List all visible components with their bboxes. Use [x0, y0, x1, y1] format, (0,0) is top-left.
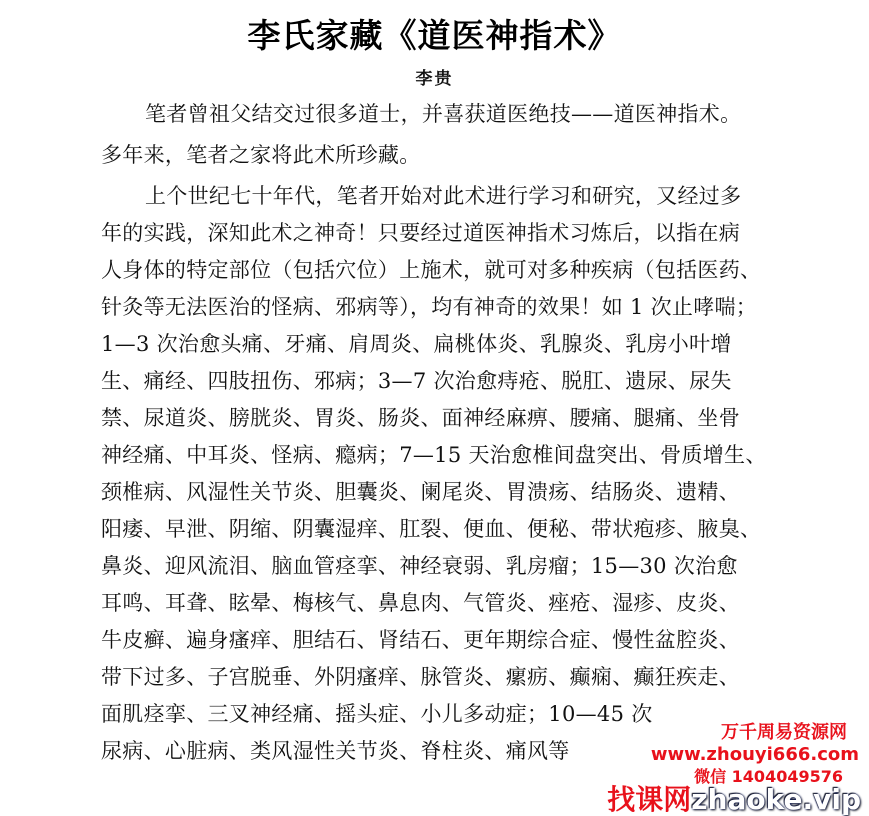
text-line: 鼻炎、迎风流泪、脑血管痉挛、神经衰弱、乳房瘤；15—30 次治愈 — [101, 554, 738, 578]
text-line: 笔者曾祖父结交过很多道士，并喜获道医绝技——道医神指术。 — [145, 102, 742, 126]
text-line: 1—3 次治愈头痛、牙痛、肩周炎、扁桃体炎、乳腺炎、乳房小叶增 — [101, 332, 732, 356]
document-title: 李氏家藏《道医神指术》 — [247, 16, 622, 55]
text-line: 尿病、心脏病、类风湿性关节炎、脊柱炎、痛风等 — [101, 739, 570, 763]
watermark-url: www.zhouyi666.com — [650, 744, 859, 765]
text-line: 神经痛、中耳炎、怪病、瘾病；7—15 天治愈椎间盘突出、骨质增生、 — [101, 443, 767, 467]
watermark-logo — [607, 783, 861, 816]
text-line: 颈椎病、风湿性关节炎、胆囊炎、阑尾炎、胃溃疡、结肠炎、遗精、 — [101, 480, 740, 504]
text-line: 带下过多、子宫脱垂、外阴瘙痒、脉管炎、瘰疬、癫痫、癫狂疾走、 — [101, 665, 740, 689]
text-line: 多年来，笔者之家将此术所珍藏。 — [101, 143, 421, 167]
text-line: 牛皮癣、遍身瘙痒、胆结石、肾结石、更年期综合症、慢性盆腔炎、 — [101, 628, 740, 652]
text-line: 阳痿、早泄、阴缩、阴囊湿痒、肛裂、便血、便秘、带状疱疹、腋臭、 — [101, 517, 762, 541]
text-line: 上个世纪七十年代，笔者开始对此术进行学习和研究，又经过多 — [145, 184, 742, 208]
watermark-logo-url: zhaoke.vip — [691, 783, 861, 816]
watermark-site-name: 万千周易资源网 — [721, 722, 847, 743]
text-line: 针灸等无法医治的怪病、邪病等），均有神奇的效果！如 1 次止哮喘； — [101, 295, 758, 319]
text-line: 禁、尿道炎、膀胱炎、胃炎、肠炎、面神经麻痹、腰痛、腿痛、坐骨 — [101, 406, 740, 430]
watermark-wechat: 微信 1404049576 — [694, 767, 843, 786]
watermark-logo-text: 找课网 — [607, 783, 692, 816]
author-name: 李贵 — [415, 69, 454, 89]
text-line: 面肌痉挛、三叉神经痛、摇头症、小儿多动症；10—45 次 — [101, 702, 653, 726]
text-line: 耳鸣、耳聋、眩晕、梅核气、鼻息肉、气管炎、痤疮、湿疹、皮炎、 — [101, 591, 740, 615]
text-line: 年的实践，深知此术之神奇！只要经过道医神指术习炼后，以指在病 — [101, 221, 740, 245]
text-line: 人身体的特定部位（包括穴位）上施术，就可对多种疾病（包括医药、 — [101, 258, 762, 282]
text-line: 生、痛经、四肢扭伤、邪病；3—7 次治愈痔疮、脱肛、遗尿、尿失 — [101, 369, 732, 393]
